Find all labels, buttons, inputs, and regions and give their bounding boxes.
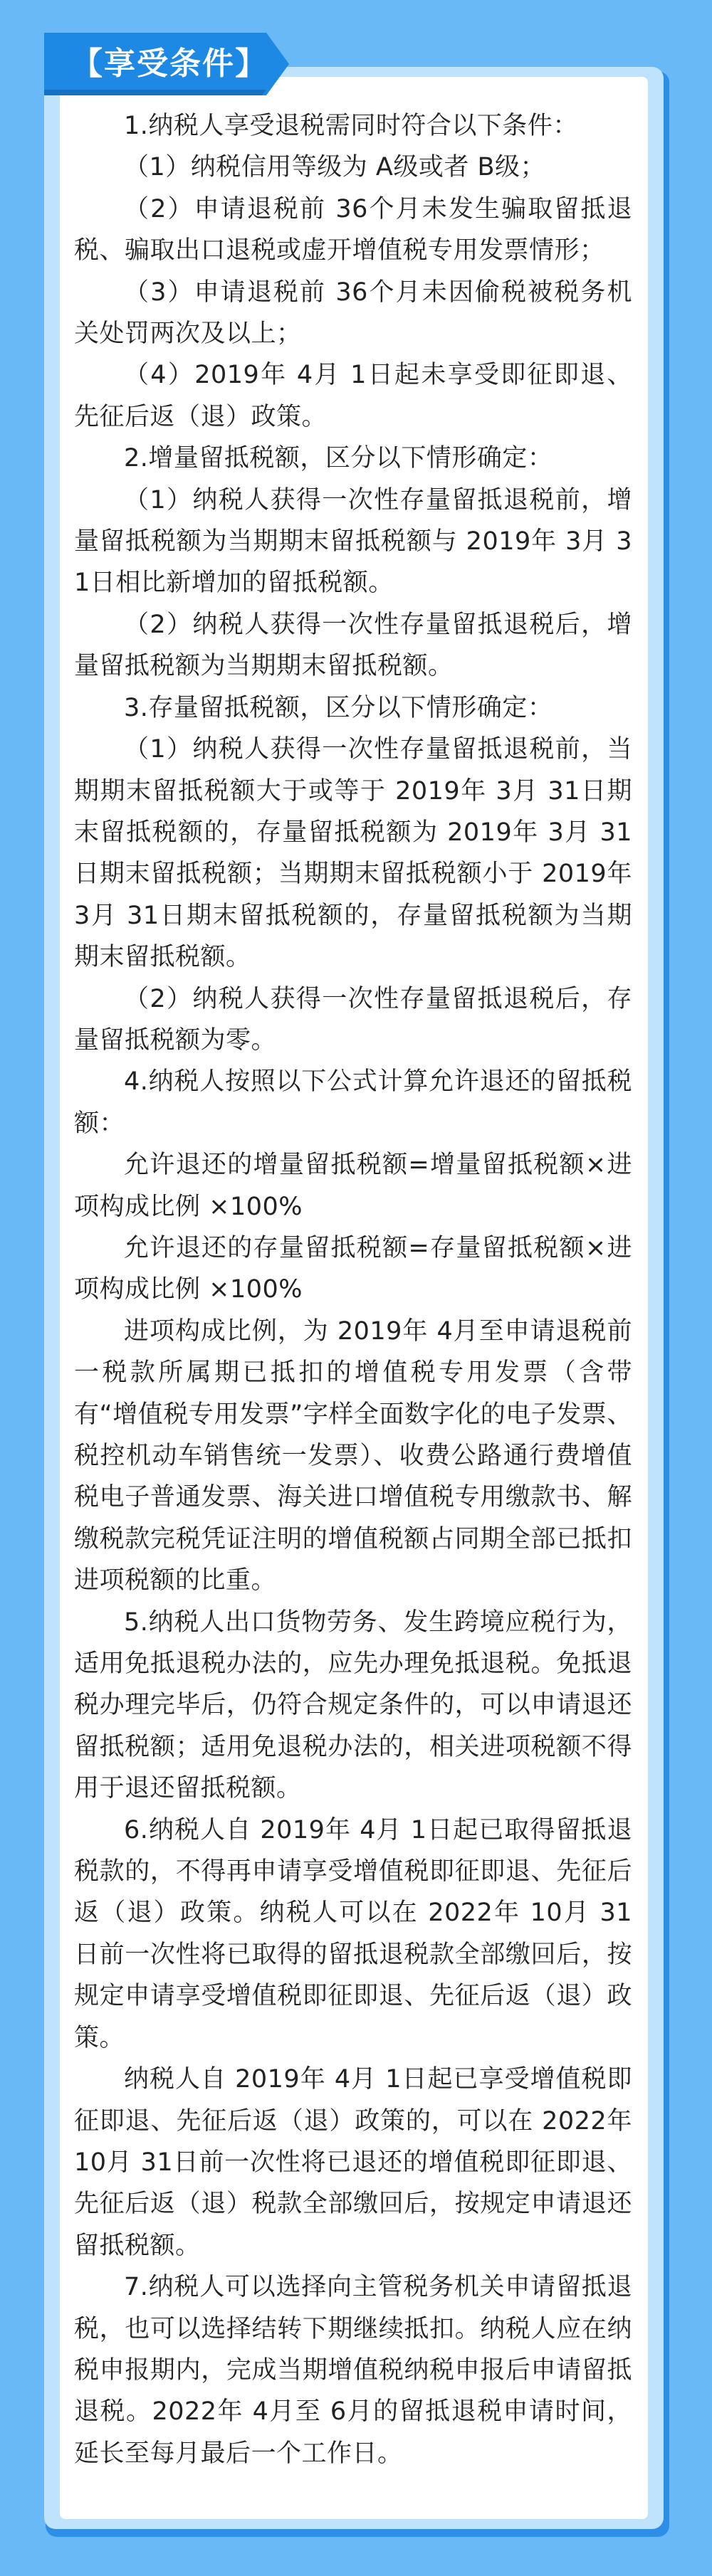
paragraph: 纳税人自 2019年 4月 1日起已享受增值税即征即退、先征后返（退）政策的，可以在 2022年 10月 31日前一次性将已退还的增值税即征即退、先征后返（退）税款全部缴回后，按规定申请退还留抵税额。 xyxy=(74,2065,632,2260)
section-title: 【享受条件】 xyxy=(71,46,268,82)
paragraph: 2.增量留抵税额，区分以下情形确定： xyxy=(124,444,553,473)
paragraph: 1.纳税人享受退税需同时符合以下条件： xyxy=(124,112,578,140)
paragraph: 3.存量留抵税额，区分以下情形确定： xyxy=(124,693,553,722)
paragraph: （2）纳税人获得一次性存量留抵退税后，存量留抵税额为零。 xyxy=(74,984,632,1055)
paragraph: （2）纳税人获得一次性存量留抵退税后，增量留抵税额为当期期末留抵税额。 xyxy=(74,610,632,681)
paragraph: （4）2019年 4月 1日起未享受即征即退、先征后返（退）政策。 xyxy=(74,361,632,431)
paragraph: （3）申请退税前 36个月未因偷税被税务机关处罚两次及以上； xyxy=(74,278,632,349)
paragraph: 4.纳税人按照以下公式计算允许退还的留抵税额： xyxy=(74,1067,632,1138)
paragraph: 6.纳税人自 2019年 4月 1日起已取得留抵退税款的，不得再申请享受增值税即征即退、先征后返（退）政策。纳税人可以在 2022年 10月 31日前一次性将已取得的留抵退税款全部缴回后，按规定申请享受增值税即征即退、先征后返（退）政策。 xyxy=(74,1815,632,2052)
paragraph: （1）纳税人获得一次性存量留抵退税前，当期期末留抵税额大于或等于 2019年 3月 31日期末留抵税额的，存量留抵税额为 2019年 3月 31日期末留抵税额；当期期末留抵税额小于 2019年 3月 31日期末留抵税额的，存量留抵税额为当期期末留抵税额。 xyxy=(74,735,632,972)
paragraph: （1）纳税信用等级为 A级或者 B级； xyxy=(124,153,545,182)
section-header xyxy=(44,33,289,95)
paragraph: 进项构成比例，为 2019年 4月至申请退税前一税款所属期已抵扣的增值税专用发票（含带有“增值税专用发票”字样全面数字化的电子发票、税控机动车销售统一发票）、收费公路通行费增值税电子普通发票、海关进口增值税专用缴款书、解缴税款完税凭证注明的增值税额占同期全部已抵扣进项税额的比重。 xyxy=(74,1316,632,1595)
paragraph: （1）纳税人获得一次性存量留抵退税前，增量留抵税额为当期期末留抵税额与 2019年 3月 31日相比新增加的留抵税额。 xyxy=(74,485,632,598)
paragraph: （2）申请退税前 36个月未发生骗取留抵退税、骗取出口退税或虚开增值税专用发票情形； xyxy=(74,194,632,265)
paragraph: 7.纳税人可以选择向主管税务机关申请留抵退税，也可以选择结转下期继续抵扣。纳税人应在纳税申报期内，完成当期增值税纳税申报后申请留抵退税。2022年 4月至 6月的留抵退税申请时间，延长至每月最后一个工作日。 xyxy=(74,2273,632,2468)
formula: 允许退还的存量留抵税额=存量留抵税额×进项构成比例 ×100% xyxy=(74,1233,632,1304)
formula: 允许退还的增量留抵税额=增量留抵税额×进项构成比例 ×100% xyxy=(74,1151,632,1221)
paragraph: 5.纳税人出口货物劳务、发生跨境应税行为，适用免抵退税办法的，应先办理免抵退税。免抵退税办理完毕后，仍符合规定条件的，可以申请退还留抵税额；适用免退税办法的，相关进项税额不得用于退还留抵税额。 xyxy=(74,1608,632,1803)
conditions-text xyxy=(74,105,632,2474)
